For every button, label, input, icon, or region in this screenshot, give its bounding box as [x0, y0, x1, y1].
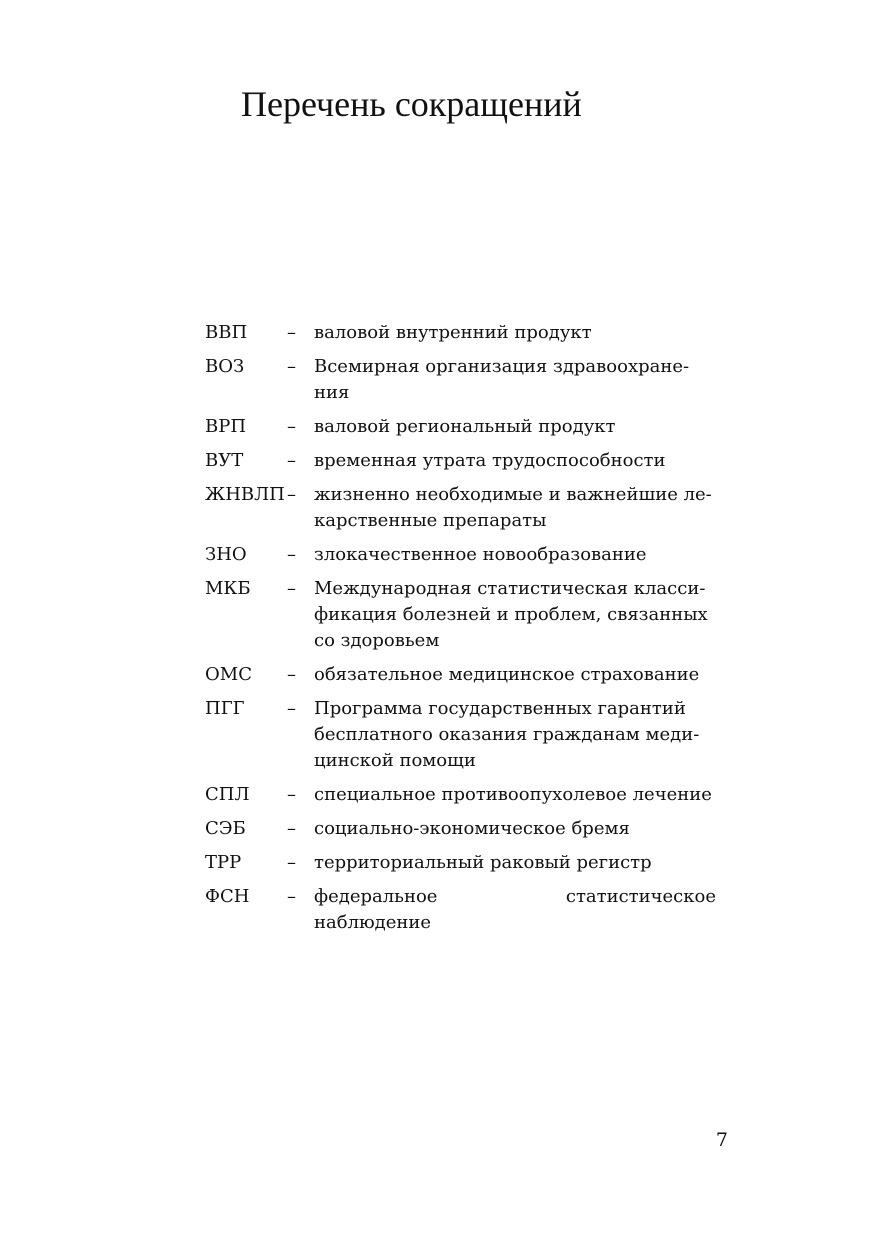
- abbreviation-definition: социально-экономическое бремя: [314, 818, 630, 839]
- abbreviation-dash: –: [287, 784, 296, 805]
- abbreviation-dash: –: [287, 578, 296, 599]
- abbreviation-definition: злокачественное новообразование: [314, 544, 647, 565]
- abbreviation-row-voz: [205, 354, 716, 406]
- abbreviation-row-zhnvlp: [205, 482, 716, 534]
- abbreviation-dash: –: [287, 664, 296, 685]
- abbreviation-definition: обязательное медицинское страхование: [314, 664, 700, 685]
- abbreviation-definition: временная утрата трудоспособности: [314, 450, 666, 471]
- abbreviation-dash: –: [287, 698, 296, 719]
- abbreviation-row-zno: [205, 542, 716, 568]
- abbreviation-dash: –: [287, 818, 296, 839]
- abbreviation-dash: –: [287, 356, 296, 377]
- abbreviation-term: ВОЗ: [205, 356, 245, 377]
- page-title: Перечень сокращений: [241, 84, 582, 124]
- abbreviation-row-pgg: [205, 696, 716, 774]
- abbreviation-dash: –: [287, 416, 296, 437]
- page-number: 7: [715, 1129, 728, 1151]
- abbreviation-definition: федеральное статистическое наблюдение: [314, 886, 716, 933]
- abbreviation-term: ЖНВЛП: [205, 484, 285, 505]
- abbreviation-row-mkb: [205, 576, 716, 654]
- abbreviation-term: ВВП: [205, 322, 248, 343]
- abbreviation-dash: –: [287, 484, 296, 505]
- abbreviation-term: СЭБ: [205, 818, 246, 839]
- abbreviation-term: СПЛ: [205, 784, 250, 805]
- abbreviation-row-vvp: [205, 320, 716, 346]
- abbreviation-row-spl: [205, 782, 716, 808]
- abbreviation-dash: –: [287, 852, 296, 873]
- abbreviation-row-fsn: [205, 884, 716, 936]
- abbreviation-term: ТРР: [205, 852, 242, 873]
- abbreviation-term: ЗНО: [205, 544, 247, 565]
- abbreviation-definition: специальное противоопухолевое лечение: [314, 784, 712, 805]
- abbreviation-row-seb: [205, 816, 716, 842]
- abbreviation-term: ОМС: [205, 664, 252, 685]
- abbreviation-definition: Программа государственных гарантий бесплатного оказания гражданам меди- цинской помощи: [314, 698, 700, 771]
- abbreviation-term: МКБ: [205, 578, 251, 599]
- abbreviation-term: ФСН: [205, 886, 250, 907]
- abbreviation-definition: Международная статистическая класси- фикация болезней и проблем, связанных со здоровьем: [314, 578, 708, 651]
- abbreviation-definition: жизненно необходимые и важнейшие ле- карственные препараты: [314, 484, 712, 531]
- abbreviation-list: [205, 320, 716, 944]
- abbreviation-term: ПГГ: [205, 698, 245, 719]
- abbreviation-definition: валовой внутренний продукт: [314, 322, 592, 343]
- abbreviation-term: ВУТ: [205, 450, 244, 471]
- abbreviation-definition: валовой региональный продукт: [314, 416, 616, 437]
- abbreviation-dash: –: [287, 886, 296, 907]
- abbreviation-dash: –: [287, 322, 296, 343]
- abbreviation-row-trr: [205, 850, 716, 876]
- abbreviation-dash: –: [287, 544, 296, 565]
- abbreviation-row-vrp: [205, 414, 716, 440]
- abbreviation-definition: территориальный раковый регистр: [314, 852, 652, 873]
- abbreviation-dash: –: [287, 450, 296, 471]
- abbreviation-row-oms: [205, 662, 716, 688]
- abbreviation-row-vut: [205, 448, 716, 474]
- abbreviation-definition: Всемирная организация здравоохране- ния: [314, 356, 690, 403]
- abbreviation-term: ВРП: [205, 416, 247, 437]
